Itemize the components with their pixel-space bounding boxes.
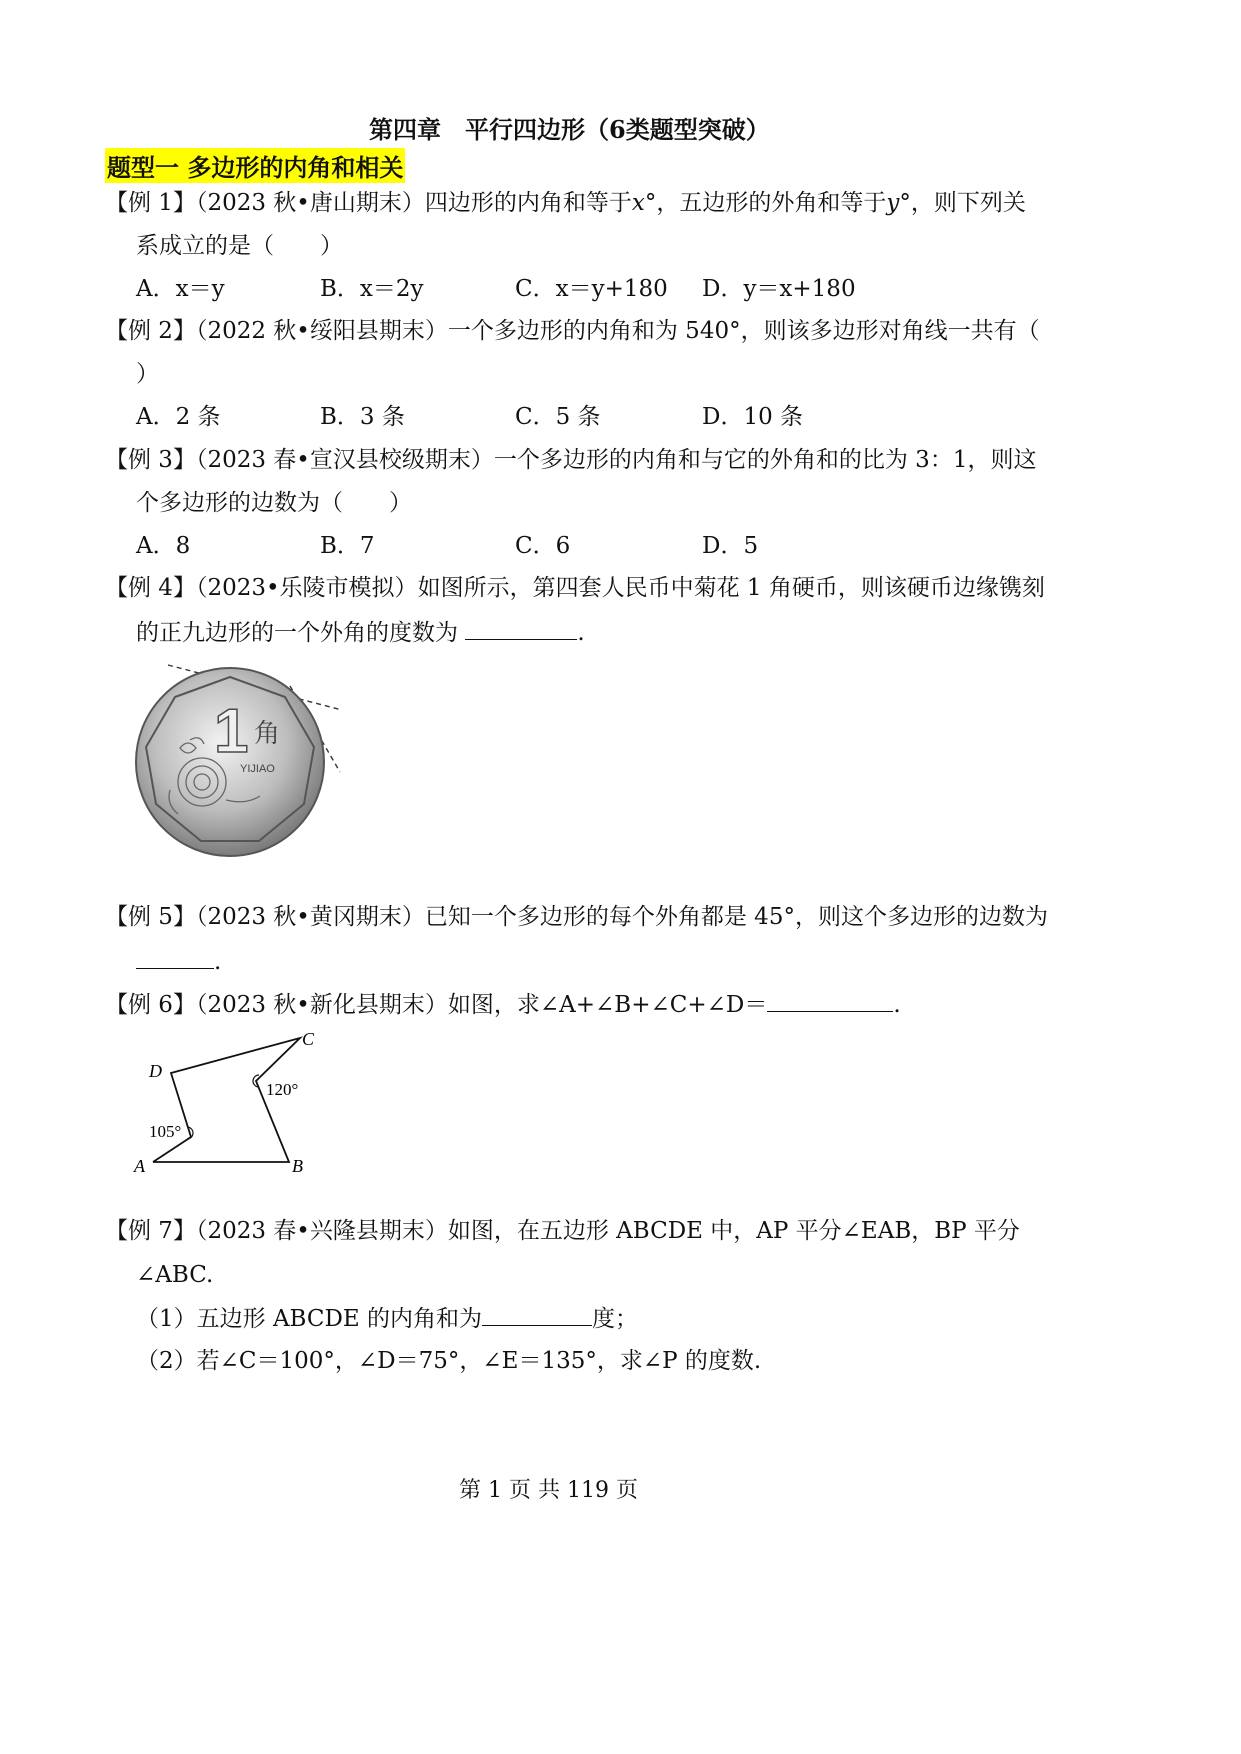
angle-label-105: 105° bbox=[149, 1122, 182, 1141]
page-title: 第四章 平行四边形（6类题型突破） bbox=[369, 115, 770, 144]
polygon-outline bbox=[153, 1038, 300, 1162]
question-source: （2023 秋•黄冈期末） bbox=[195, 904, 425, 930]
question-text: °，五边形的外角和等于 bbox=[644, 190, 887, 216]
coin-pinyin: YIJIAO bbox=[240, 763, 275, 775]
question-text: 已知一个多边形的每个外角都是 45°，则这个多边形的边数为 bbox=[424, 904, 1048, 930]
option-c: C．6 bbox=[515, 533, 571, 559]
question-text: 一个多边形的内角和为 540°，则该多边形对角线一共有（ bbox=[447, 318, 1040, 344]
coin-character: 角 bbox=[254, 718, 281, 748]
question-text: 如图所示，第四套人民币中菊花 1 角硬币，则该硬币边缘镌刻 bbox=[417, 575, 1045, 601]
coin-figure bbox=[130, 660, 350, 860]
question-source: （2022 秋•绥阳县期末） bbox=[195, 318, 448, 344]
question-text: 如图，在五边形 ABCDE 中，AP 平分∠EAB，BP 平分 bbox=[447, 1218, 1020, 1244]
option-d: D．10 条 bbox=[702, 404, 804, 430]
question-tag: 【例 6】 bbox=[105, 992, 196, 1018]
question-text: 一个多边形的内角和与它的外角和的比为 3：1，则这 bbox=[493, 447, 1037, 473]
question-source: （2023•乐陵市模拟） bbox=[195, 575, 418, 601]
question-source: （2023 秋•新化县期末） bbox=[195, 992, 448, 1018]
question-source: （2023 春•兴隆县期末） bbox=[195, 1218, 448, 1244]
question-2 bbox=[105, 316, 1040, 346]
option-a: A．2 条 bbox=[136, 404, 221, 430]
question-tag: 【例 3】 bbox=[105, 447, 196, 473]
question-text: 四边形的内角和等于 bbox=[424, 190, 632, 216]
question-3-line2: 个多边形的边数为（ ） bbox=[136, 490, 412, 516]
question-tag: 【例 7】 bbox=[105, 1218, 196, 1244]
period: . bbox=[214, 949, 222, 975]
vertex-label-c: C bbox=[302, 1029, 315, 1049]
question-tag: 【例 1】 bbox=[105, 190, 196, 216]
answer-blank[interactable] bbox=[465, 617, 577, 640]
option-b: B．7 bbox=[320, 533, 375, 559]
question-tag: 【例 2】 bbox=[105, 318, 196, 344]
question-4-line2 bbox=[136, 617, 585, 648]
question-text: 的正九边形的一个外角的度数为 bbox=[136, 620, 458, 646]
vertex-label-a: A bbox=[134, 1156, 145, 1176]
question-5-line2 bbox=[136, 946, 221, 977]
question-source: （2023 秋•唐山期末） bbox=[195, 190, 425, 216]
section-heading: 题型一 多边形的内角和相关 bbox=[105, 148, 405, 183]
variable-x: x bbox=[631, 190, 645, 216]
option-a: A．x＝y bbox=[136, 276, 225, 302]
period: . bbox=[577, 620, 585, 646]
option-c: C．5 条 bbox=[515, 404, 601, 430]
question-5 bbox=[105, 902, 1048, 932]
vertex-label-d: D bbox=[149, 1061, 162, 1081]
option-b: B．x＝2y bbox=[320, 276, 424, 302]
question-7-part1 bbox=[136, 1303, 638, 1334]
question-7-line2: ∠ABC. bbox=[136, 1262, 214, 1288]
question-7 bbox=[105, 1216, 1020, 1246]
option-d: D．y＝x+180 bbox=[702, 276, 856, 302]
option-a: A．8 bbox=[136, 533, 191, 559]
question-2-line2: ） bbox=[136, 361, 159, 387]
option-d: D．5 bbox=[702, 533, 759, 559]
question-tag: 【例 4】 bbox=[105, 575, 196, 601]
question-1-line2: 系成立的是（ ） bbox=[136, 233, 343, 259]
question-source: （2023 春•宣汉县校级期末） bbox=[195, 447, 494, 473]
answer-blank[interactable] bbox=[767, 989, 893, 1012]
question-tag: 【例 5】 bbox=[105, 904, 196, 930]
answer-blank[interactable] bbox=[136, 946, 214, 969]
quadrilateral-figure bbox=[125, 1025, 335, 1185]
vertex-label-b: B bbox=[292, 1156, 303, 1176]
option-c: C．x＝y+180 bbox=[515, 276, 668, 302]
question-1 bbox=[105, 188, 1026, 218]
question-3 bbox=[105, 445, 1036, 475]
page-footer: 第 1 页 共 119 页 bbox=[459, 1478, 638, 1503]
question-6 bbox=[105, 989, 901, 1020]
question-text: （1）五边形 ABCDE 的内角和为 bbox=[136, 1306, 483, 1332]
question-text: °，则下列关 bbox=[899, 190, 1026, 216]
question-4 bbox=[105, 573, 1045, 603]
variable-y: y bbox=[886, 190, 900, 216]
option-b: B．3 条 bbox=[320, 404, 405, 430]
answer-blank[interactable] bbox=[482, 1303, 592, 1326]
question-text: 如图，求∠A+∠B+∠C+∠D＝ bbox=[447, 992, 768, 1018]
coin-numeral: 1 bbox=[214, 697, 249, 766]
question-7-part2: （2）若∠C＝100°，∠D＝75°，∠E＝135°，求∠P 的度数. bbox=[136, 1348, 762, 1374]
question-text: 度； bbox=[592, 1306, 639, 1332]
angle-label-120: 120° bbox=[266, 1080, 299, 1099]
period: . bbox=[893, 992, 901, 1018]
